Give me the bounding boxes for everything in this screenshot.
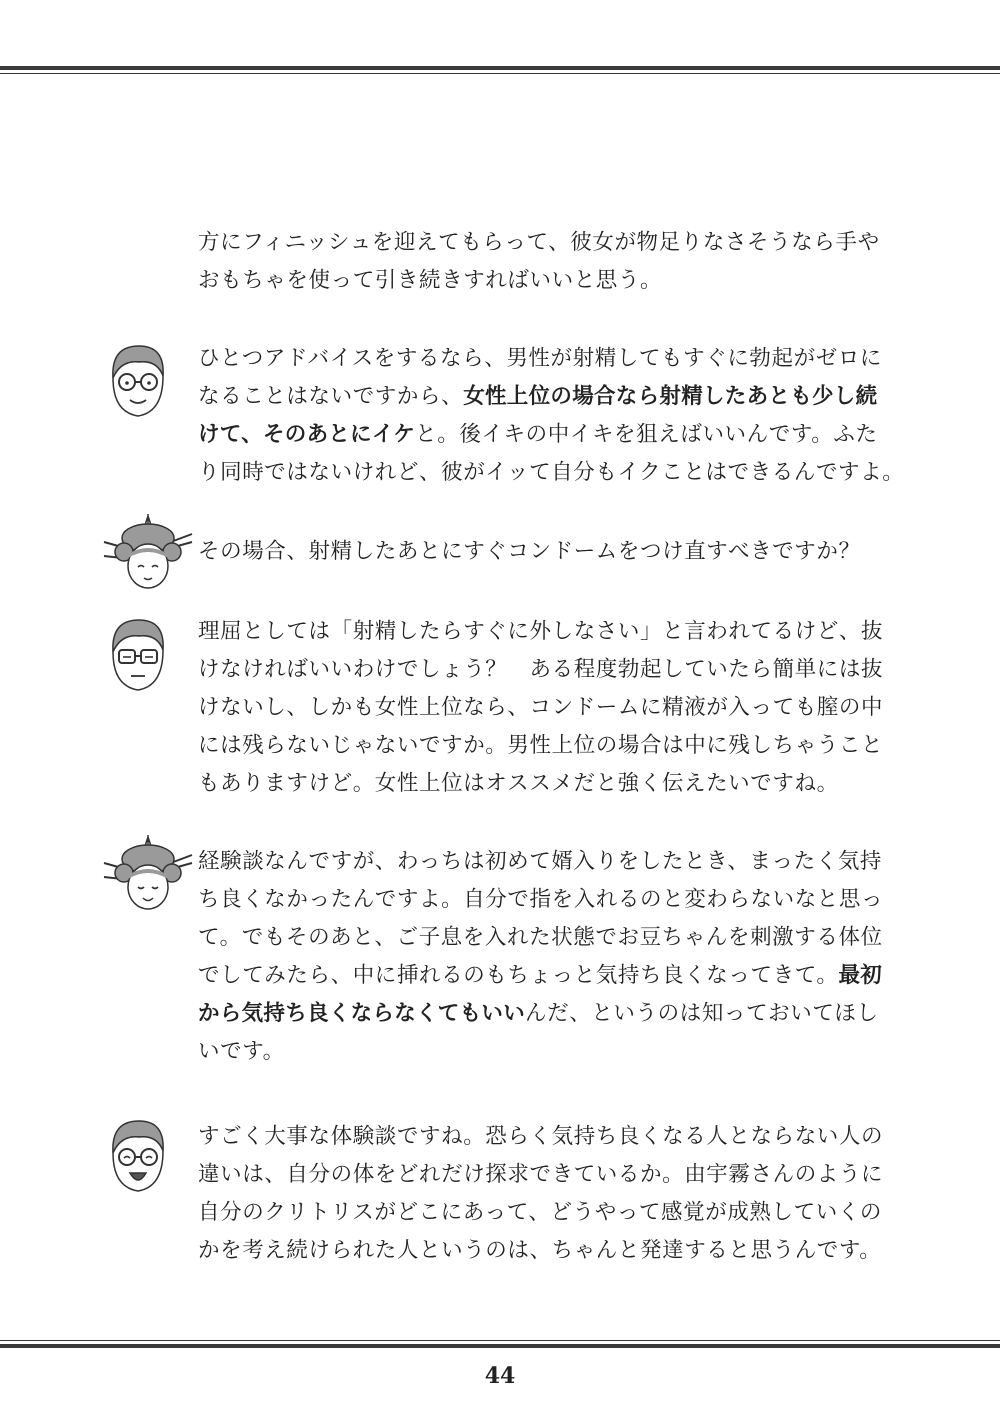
text-line <box>198 262 898 300</box>
body-text: でしてみたら、中に挿れるのもちょっと気持ち良くなってきて。 <box>198 963 839 988</box>
text-line <box>198 727 898 765</box>
text-line <box>198 919 898 957</box>
body-text: 自分のクリトリスがどこにあって、どうやって感覚が成熟していくの <box>198 1200 883 1225</box>
dialogue-paragraph <box>198 843 898 1071</box>
body-text: には残らないじゃないですか。男性上位の場合は中に残しちゃうこと <box>198 733 884 758</box>
man-with-glasses-avatar-icon <box>105 1113 171 1203</box>
text-line <box>198 1033 898 1071</box>
body-text: 違いは、自分の体をどれだけ探求できているか。由宇霧さんのように <box>198 1162 884 1187</box>
man-with-glasses-avatar-icon <box>105 338 171 428</box>
page-number: 44 <box>484 1363 516 1389</box>
emphasized-text: から気持ち良くならなくてもいい <box>198 1001 526 1026</box>
dialogue-paragraph <box>198 533 898 571</box>
dialogue-paragraph <box>198 224 898 300</box>
text-line <box>198 454 905 492</box>
dialogue-paragraph <box>198 340 905 492</box>
body-text: ち良くなかったんですよ。自分で指を入れるのと変わらないなと思っ <box>198 887 884 912</box>
text-line <box>198 613 898 651</box>
body-text: おもちゃを使って引き続きすればいいと思う。 <box>198 268 663 293</box>
text-line <box>198 651 898 689</box>
body-text: いです。 <box>198 1039 285 1064</box>
woman-with-hair-ornaments-avatar-icon <box>100 512 196 602</box>
body-text: 理屈としては「射精したらすぐに外しなさい」と言われてるけど、抜 <box>198 619 884 644</box>
text-line <box>198 224 898 262</box>
body-text: り同時ではないけれど、彼がイッて自分もイクことはできるんですよ。 <box>198 460 905 485</box>
man-with-glasses-avatar-icon <box>105 612 171 702</box>
text-line <box>198 533 898 571</box>
body-text: すごく大事な体験談ですね。恐らく気持ち良くなる人とならない人の <box>198 1124 884 1149</box>
text-line <box>198 1118 898 1156</box>
body-text: ひとつアドバイスをするなら、男性が射精してもすぐに勃起がゼロに <box>198 346 883 371</box>
body-text: と。後イキの中イキを狙えばいいんです。ふた <box>415 422 878 447</box>
body-text: んだ、というのは知っておいてほし <box>525 1001 879 1026</box>
text-line <box>198 416 898 454</box>
body-text: なることはないですから、 <box>198 384 464 409</box>
text-line <box>198 378 898 416</box>
text-line <box>198 1232 898 1270</box>
text-line <box>198 957 898 995</box>
emphasized-text: 女性上位の場合なら射精したあとも少し続 <box>463 384 878 409</box>
body-text: けなければいいわけでしょう？ ある程度勃起していたら簡単には抜 <box>198 657 884 682</box>
text-line <box>198 340 898 378</box>
top-border-rule <box>0 66 1000 74</box>
text-line <box>198 765 898 803</box>
text-line <box>198 689 898 727</box>
bottom-border-rule <box>0 1340 1000 1348</box>
text-line <box>198 843 898 881</box>
dialogue-paragraph <box>198 613 898 803</box>
body-text: その場合、射精したあとにすぐコンドームをつけ直すべきですか？ <box>198 539 861 564</box>
body-text: 経験談なんですが、わっちは初めて婿入りをしたとき、まったく気持 <box>198 849 883 874</box>
body-text: 方にフィニッシュを迎えてもらって、彼女が物足りなさそうなら手や <box>198 230 880 255</box>
emphasized-text: けて、そのあとにイケ <box>198 422 416 447</box>
body-text: もありますけど。女性上位はオススメだと強く伝えたいですね。 <box>198 771 839 796</box>
text-line <box>198 881 898 919</box>
text-line <box>198 1194 898 1232</box>
text-line <box>198 1156 898 1194</box>
body-text: けないし、しかも女性上位なら、コンドームに精液が入っても膣の中 <box>198 695 884 720</box>
dialogue-paragraph <box>198 1118 898 1270</box>
body-text: かを考え続けられた人というのは、ちゃんと発達すると思うんです。 <box>198 1238 882 1263</box>
woman-with-hair-ornaments-avatar-icon <box>100 833 196 923</box>
text-line <box>198 995 898 1033</box>
body-text: て。でもそのあと、ご子息を入れた状態でお豆ちゃんを刺激する体位 <box>198 925 883 950</box>
emphasized-text: 最初 <box>838 963 883 988</box>
